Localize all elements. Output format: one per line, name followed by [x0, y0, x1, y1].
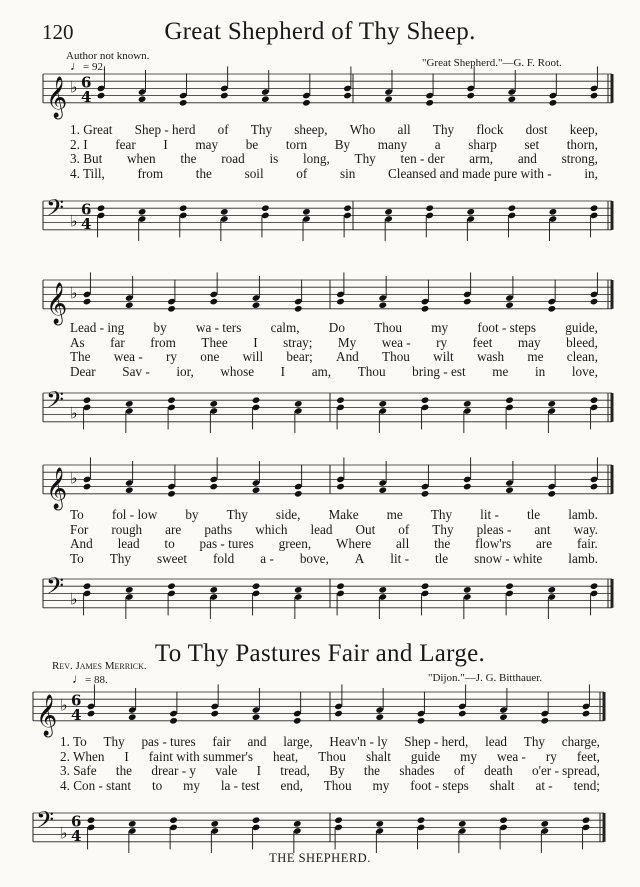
- staff-lines: [43, 74, 612, 103]
- lyric-syllable: a: [434, 136, 441, 152]
- lyric-syllable: side,: [275, 507, 301, 522]
- lyric-syllable: me: [527, 349, 544, 365]
- bass-clef-icon: 𝄢: [46, 572, 65, 605]
- lyric-syllable: the: [195, 165, 212, 181]
- svg-text:4: 4: [71, 826, 82, 845]
- lyric-syllable: me: [386, 507, 403, 522]
- lyric-syllable: 3. Safe: [60, 763, 97, 779]
- lyrics-block: [70, 123, 598, 181]
- flat-key-signature-icon: ♭: [70, 211, 78, 231]
- tune-credit: "Dijon."—J. G. Bitthauer.: [428, 672, 543, 684]
- lyric-syllable: road: [221, 151, 245, 167]
- lyric-syllable: ant: [534, 521, 551, 537]
- lyric-syllable: wilt: [433, 349, 454, 365]
- tune-credit: "Great Shepherd."—G. F. Root.: [422, 57, 562, 69]
- lyric-syllable: 4. Till,: [70, 165, 105, 181]
- lyric-syllable: wea -: [497, 748, 526, 764]
- verse-line: [70, 350, 598, 365]
- verse-line: [60, 779, 600, 794]
- treble-clef-icon: 𝄞: [46, 76, 68, 118]
- svg-text:6: 6: [71, 691, 82, 710]
- lyric-syllable: Sav -: [122, 363, 150, 379]
- lyric-syllable: By: [334, 136, 351, 152]
- lyric-syllable: Shep - herd: [134, 122, 196, 137]
- lyric-syllable: me: [492, 363, 509, 379]
- lyric-syllable: sin: [339, 165, 356, 181]
- lyric-syllable: of: [398, 521, 410, 537]
- note-chords: [83, 272, 599, 312]
- lyric-syllable: lead: [485, 734, 508, 749]
- lyrics-block: [70, 508, 598, 566]
- svg-text:6: 6: [81, 73, 92, 92]
- lyric-syllable: fair.: [576, 536, 598, 552]
- lyric-syllable: by: [185, 507, 199, 522]
- staff-lines: [33, 692, 604, 721]
- lyric-syllable: tle: [434, 550, 449, 566]
- lyric-syllable: of: [453, 763, 465, 779]
- flat-key-signature-icon: ♭: [60, 823, 68, 843]
- lyric-syllable: 4. Con - stant: [60, 777, 132, 793]
- lyric-syllable: clean,: [566, 349, 598, 365]
- lyrics-block: [70, 321, 598, 379]
- lyric-syllable: 2. I: [70, 136, 88, 152]
- quarter-note-icon: ♩: [72, 671, 85, 686]
- lyric-syllable: Thou: [318, 748, 347, 764]
- verse-line: [70, 321, 598, 336]
- lyric-syllable: Thou: [382, 349, 410, 365]
- staff-lines: [43, 393, 612, 422]
- lyric-syllable: ten - der: [400, 151, 445, 167]
- lyric-syllable: sheep,: [294, 122, 328, 137]
- lyric-syllable: pleas -: [476, 521, 512, 537]
- staff-lines: [43, 201, 612, 230]
- lyric-syllable: Shep - herd,: [404, 734, 469, 749]
- lyric-syllable: charge,: [561, 734, 600, 749]
- lyric-syllable: my: [460, 748, 478, 764]
- lyric-syllable: may: [195, 136, 219, 152]
- lyric-syllable: The: [70, 349, 91, 365]
- lyric-syllable: Lead - ing: [70, 320, 125, 335]
- lyric-syllable: many: [377, 136, 408, 152]
- lyric-syllable: at -: [535, 777, 553, 793]
- lyric-syllable: my: [183, 777, 200, 793]
- lyric-syllable: My: [337, 334, 357, 350]
- lyric-syllable: from: [137, 165, 164, 181]
- metronome-mark: ♩= 92.: [70, 58, 106, 73]
- lyric-syllable: in: [535, 363, 546, 379]
- lyric-syllable: keep,: [569, 122, 598, 137]
- lyric-syllable: the: [115, 763, 133, 779]
- lyric-syllable: tread,: [280, 763, 310, 779]
- lyric-syllable: in,: [584, 165, 598, 181]
- svg-text:4: 4: [71, 705, 82, 724]
- lyric-syllable: Thy: [250, 122, 273, 137]
- author-credit: Rev. James Merrick.: [52, 660, 147, 672]
- lyric-syllable: a -: [260, 550, 274, 566]
- lyric-syllable: strong,: [561, 151, 598, 167]
- lyric-syllable: to: [164, 536, 175, 552]
- lyric-syllable: Thou: [357, 363, 386, 379]
- lyric-syllable: Thy: [109, 550, 131, 566]
- lyric-syllable: faint with summer's: [148, 748, 253, 764]
- bass-staff: [0, 573, 640, 633]
- lyric-syllable: guide,: [565, 320, 598, 335]
- lyric-syllable: 3. But: [70, 151, 103, 167]
- lyric-syllable: by: [153, 320, 167, 335]
- lyric-syllable: 2. When: [60, 748, 105, 764]
- lyric-syllable: paths: [204, 521, 233, 537]
- lyric-syllable: is: [269, 151, 279, 167]
- page-number: 120: [42, 20, 74, 44]
- metronome-mark: ♩= 88.: [72, 671, 108, 686]
- flat-key-signature-icon: ♭: [70, 283, 78, 303]
- lyric-syllable: Make: [328, 507, 359, 522]
- lyric-syllable: the: [180, 151, 197, 167]
- verse-line: [70, 552, 598, 567]
- lyric-syllable: la - test: [220, 777, 260, 793]
- verse-line: [70, 167, 598, 182]
- lyric-syllable: ry: [166, 349, 177, 365]
- lyric-syllable: when: [127, 151, 156, 167]
- lyric-syllable: tle: [526, 507, 541, 522]
- lyric-syllable: Thou: [323, 777, 352, 793]
- note-chords: [87, 684, 591, 724]
- bass-staff: [0, 387, 640, 447]
- lyric-syllable: lamb.: [568, 507, 598, 522]
- quarter-note-icon: ♩: [70, 58, 83, 73]
- svg-text:4: 4: [81, 87, 92, 106]
- lyric-syllable: ry: [545, 748, 557, 764]
- time-signature: [71, 691, 81, 723]
- lyric-syllable: bleed,: [566, 334, 598, 350]
- lyric-syllable: ior,: [176, 363, 194, 379]
- time-signature: [71, 812, 81, 844]
- staff-lines: [33, 813, 604, 842]
- bass-clef-icon: 𝄢: [46, 386, 65, 419]
- lyric-syllable: will: [242, 349, 264, 365]
- lyric-syllable: are: [536, 536, 553, 552]
- lyric-syllable: Thy: [430, 507, 453, 522]
- lyric-syllable: flow'rs: [475, 536, 512, 552]
- lyric-syllable: Who: [349, 122, 376, 137]
- lyric-syllable: of: [296, 165, 308, 181]
- hymn-title: Great Shepherd of Thy Sheep.: [164, 18, 476, 45]
- treble-clef-icon: 𝄞: [36, 694, 58, 736]
- lyric-syllable: I: [124, 748, 129, 764]
- lyric-syllable: all: [396, 536, 410, 552]
- lyric-syllable: are: [165, 521, 182, 537]
- treble-clef-icon: 𝄞: [46, 467, 68, 509]
- lyric-syllable: bove,: [299, 550, 329, 566]
- lyric-syllable: large,: [283, 734, 313, 749]
- lyric-syllable: my: [431, 320, 449, 335]
- lyric-syllable: way.: [573, 521, 598, 537]
- lyric-syllable: Heav'n - ly: [329, 734, 388, 749]
- lyric-syllable: shalt: [366, 748, 391, 764]
- note-chords: [97, 66, 599, 106]
- lyric-syllable: green,: [278, 536, 312, 552]
- lyric-syllable: Thee: [201, 334, 228, 350]
- verse-line: [70, 508, 598, 523]
- lyric-syllable: And: [336, 349, 359, 365]
- lyric-syllable: tend;: [573, 777, 600, 793]
- svg-text:6: 6: [71, 812, 82, 831]
- lyric-syllable: 1. Great: [70, 122, 113, 137]
- lyric-syllable: lead: [117, 536, 140, 552]
- lyric-syllable: fold: [213, 550, 235, 566]
- verse-line: [60, 735, 600, 750]
- verse-line: [60, 750, 600, 765]
- lyric-syllable: sharp: [468, 136, 497, 152]
- lyric-syllable: pas - tures: [141, 734, 196, 749]
- lyric-syllable: Thy: [103, 734, 125, 749]
- lyric-syllable: end,: [280, 777, 303, 793]
- flat-key-signature-icon: ♭: [70, 468, 78, 488]
- lyric-syllable: calm,: [270, 320, 300, 335]
- lyric-syllable: foot - steps: [477, 320, 537, 335]
- lyric-syllable: which: [255, 521, 288, 537]
- staff-lines: [43, 579, 612, 608]
- lyric-syllable: the: [434, 536, 451, 552]
- treble-staff: [0, 68, 640, 128]
- lyric-syllable: am,: [311, 363, 332, 379]
- lyric-syllable: Thy: [432, 521, 454, 537]
- lyric-syllable: love,: [571, 363, 598, 379]
- lyric-syllable: snow - white: [474, 550, 543, 566]
- lyric-syllable: Thy: [432, 122, 455, 137]
- lyric-syllable: set: [524, 136, 540, 152]
- lyric-syllable: o'er - spread,: [531, 763, 600, 779]
- lyric-syllable: arm,: [469, 151, 494, 167]
- lyric-syllable: wa - ters: [195, 320, 242, 335]
- lyric-syllable: feet,: [576, 748, 600, 764]
- lyric-syllable: guide: [410, 748, 441, 764]
- lyric-syllable: Thy: [226, 507, 248, 522]
- lyric-syllable: one: [200, 349, 220, 365]
- lyric-syllable: rough: [111, 521, 143, 537]
- lyric-syllable: Out: [355, 521, 376, 537]
- lyric-syllable: wea -: [381, 334, 411, 350]
- lyric-syllable: fair: [212, 734, 231, 749]
- lyric-syllable: I: [256, 763, 261, 779]
- lyric-syllable: Thy: [354, 151, 376, 167]
- lyric-syllable: 1. To: [60, 734, 87, 749]
- verse-line: [70, 537, 598, 552]
- lyric-syllable: from: [150, 334, 176, 350]
- flat-key-signature-icon: ♭: [70, 403, 78, 423]
- lyric-syllable: of: [217, 122, 229, 137]
- lyric-syllable: whose: [220, 363, 255, 379]
- lyric-syllable: all: [397, 122, 411, 137]
- lyric-syllable: And: [70, 536, 93, 552]
- lyric-syllable: Dear: [70, 363, 96, 379]
- lyric-syllable: lit -: [480, 507, 499, 522]
- lyric-syllable: to: [151, 777, 163, 793]
- lyric-syllable: lamb.: [568, 550, 598, 566]
- lyric-syllable: feet: [472, 334, 493, 350]
- lyric-syllable: For: [70, 521, 89, 537]
- flat-key-signature-icon: ♭: [70, 77, 78, 97]
- lyric-syllable: ry: [436, 334, 448, 350]
- verse-line: [70, 523, 598, 538]
- flat-key-signature-icon: ♭: [60, 695, 68, 715]
- lyric-syllable: stray;: [283, 334, 313, 350]
- lyric-syllable: fear: [115, 136, 136, 152]
- lyric-syllable: death: [484, 763, 513, 779]
- flat-key-signature-icon: ♭: [70, 589, 78, 609]
- lyric-syllable: To: [70, 550, 84, 566]
- time-signature: [81, 200, 91, 232]
- bass-staff: [0, 195, 640, 255]
- verse-line: [70, 336, 598, 351]
- lyric-syllable: I: [253, 334, 258, 350]
- bass-clef-icon: 𝄢: [36, 806, 55, 839]
- lyric-syllable: Thou: [374, 320, 403, 335]
- lyric-syllable: A: [354, 550, 365, 566]
- lyric-syllable: By: [329, 763, 345, 779]
- lyric-syllable: and: [247, 734, 267, 749]
- lyric-syllable: To: [70, 507, 84, 522]
- lyric-syllable: Cleansed and made pure with -: [388, 165, 552, 181]
- lyric-syllable: Do: [328, 320, 345, 335]
- lyric-syllable: pas - tures: [199, 536, 254, 552]
- lyric-syllable: As: [70, 334, 85, 350]
- lyric-syllable: shalt: [489, 777, 515, 793]
- lyric-syllable: bring - est: [412, 363, 466, 379]
- lyric-syllable: heat,: [272, 748, 299, 764]
- lyric-syllable: lead: [310, 521, 333, 537]
- lyric-syllable: be: [245, 136, 259, 152]
- lyric-syllable: long,: [303, 151, 330, 167]
- page-footer: THE SHEPHERD.: [269, 851, 371, 865]
- lyrics-block: [60, 735, 600, 793]
- lyric-syllable: my: [372, 777, 390, 793]
- verse-line: [70, 365, 598, 380]
- lyric-syllable: vale: [215, 763, 238, 779]
- svg-text:6: 6: [81, 200, 92, 219]
- lyric-syllable: the: [363, 763, 381, 779]
- lyric-syllable: drear - y: [151, 763, 197, 779]
- lyric-syllable: torn: [285, 136, 308, 152]
- lyric-syllable: flock: [476, 122, 504, 137]
- lyric-syllable: dost: [525, 122, 548, 137]
- time-signature: [81, 73, 91, 105]
- lyric-syllable: wea -: [113, 349, 143, 365]
- author-credit: Author not known.: [66, 50, 150, 62]
- verse-line: [70, 138, 598, 153]
- bass-clef-icon: 𝄢: [46, 194, 65, 227]
- lyric-syllable: wash: [476, 349, 505, 365]
- lyric-syllable: sweet: [156, 550, 188, 566]
- lyric-syllable: bear;: [286, 349, 313, 365]
- treble-clef-icon: 𝄞: [46, 282, 68, 324]
- lyric-syllable: may: [517, 334, 541, 350]
- lyric-syllable: I: [280, 363, 286, 379]
- lyric-syllable: Thy: [523, 734, 546, 749]
- verse-line: [70, 123, 598, 138]
- hymn-title: To Thy Pastures Fair and Large.: [154, 640, 486, 667]
- lyric-syllable: thorn,: [566, 136, 598, 152]
- note-chords: [83, 457, 599, 497]
- svg-text:4: 4: [81, 214, 92, 233]
- lyric-syllable: fol - low: [111, 507, 158, 522]
- lyric-syllable: shades: [399, 763, 435, 779]
- lyric-syllable: Where: [336, 536, 372, 552]
- lyric-syllable: foot - steps: [410, 777, 469, 793]
- lyric-syllable: far: [110, 334, 125, 350]
- verse-line: [70, 152, 598, 167]
- verse-line: [60, 764, 600, 779]
- lyric-syllable: soil: [244, 165, 264, 181]
- lyric-syllable: lit -: [390, 550, 409, 566]
- lyric-syllable: I: [163, 136, 168, 152]
- lyric-syllable: and: [517, 151, 537, 167]
